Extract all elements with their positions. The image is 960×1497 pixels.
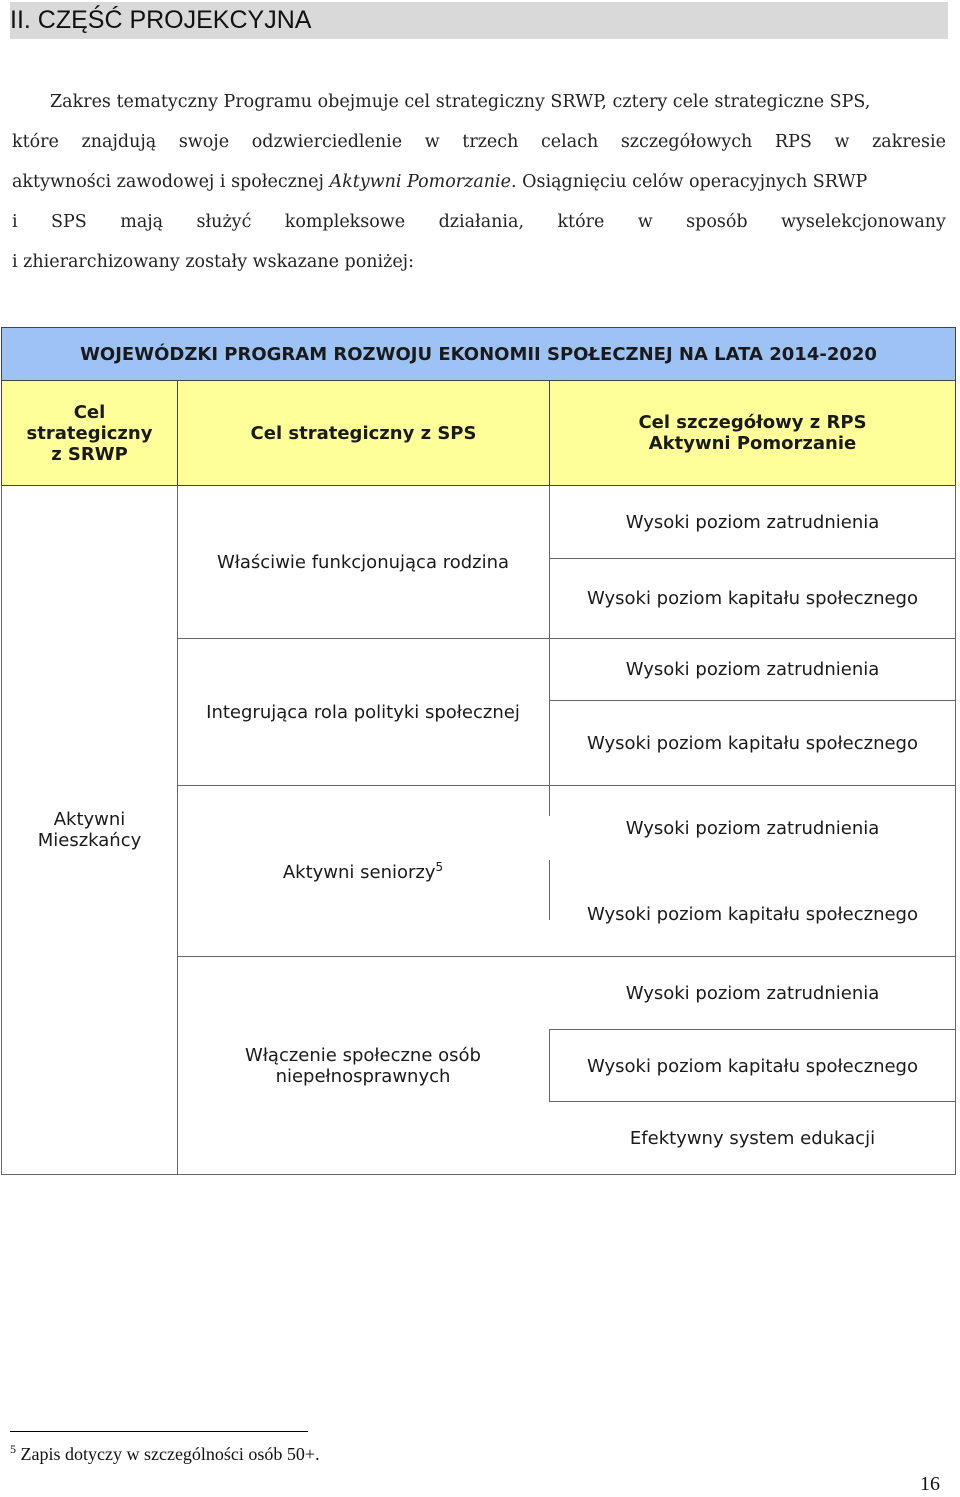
srwp-goal-line-1: Aktywni [53, 809, 126, 830]
sps-goal-disabled-inclusion [178, 957, 548, 1174]
srwp-goal-cell [1, 485, 178, 1175]
header-rps-line-1: Cel szczegółowy z RPS [638, 412, 867, 433]
page-number: 16 [920, 1473, 940, 1495]
rps-goal-cell [550, 1030, 955, 1102]
intro-word: w [834, 132, 850, 152]
intro-word: które [12, 132, 59, 152]
intro-word: zakresie [872, 132, 946, 152]
intro-line-3-part-c: Osiągnięciu celów operacyjnych SRWP [516, 172, 868, 192]
rps-goal-cell [550, 957, 955, 1029]
sps-goal-social-policy [178, 639, 548, 785]
rps-goal-text: Wysoki poziom kapitału społecznego [587, 903, 918, 925]
intro-word: i [12, 212, 18, 232]
rps-goal-text: Wysoki poziom zatrudnienia [625, 982, 880, 1004]
header-rps-goal [549, 380, 956, 486]
rps-goal-cell [550, 639, 955, 700]
intro-line-3-part-a: aktywności zawodowej i społecznej [12, 172, 330, 192]
table-border-right [955, 485, 956, 1175]
sps-goal-social-policy-text: Integrująca rola polityki społecznej [206, 701, 520, 723]
intro-line-1: Zakres tematyczny Programu obejmuje cel strategiczny SRWP, cztery cele strategiczne SPS, [50, 92, 871, 112]
footnote-separator [10, 1431, 308, 1432]
sps-goal-seniors-text [283, 860, 443, 883]
footnote-reference: 5 [435, 859, 444, 874]
section-heading [10, 2, 948, 39]
rps-goal-cell [550, 1102, 955, 1174]
intro-word: służyć [196, 212, 252, 232]
intro-word: które [557, 212, 605, 232]
footnote-marker: 5 [10, 1442, 16, 1456]
sps-goal-disabled-line-1: Włączenie społeczne osób [245, 1044, 481, 1066]
intro-word: swoje [178, 132, 230, 152]
header-srwp-line-2: strategiczny [26, 422, 153, 444]
intro-word: wyselekcjonowany [781, 212, 946, 232]
header-srwp-goal [1, 380, 178, 486]
intro-word: kompleksowe [284, 212, 406, 232]
sps-goal-family [178, 486, 548, 638]
intro-line-2 [12, 130, 946, 154]
intro-line-3 [12, 170, 946, 194]
table-title [1, 327, 956, 381]
rps-goal-text: Wysoki poziom zatrudnienia [625, 511, 880, 533]
rps-goal-text: Wysoki poziom kapitału społecznego [587, 732, 918, 754]
sps-goal-family-text: Właściwie funkcjonująca rodzina [216, 551, 510, 573]
intro-word: mają [120, 212, 164, 232]
intro-program-name: Aktywni Pomorzanie. [329, 172, 517, 192]
header-sps-goal [177, 380, 550, 486]
footnote-text: Zapis dotyczy w szczególności osób 50+. [16, 1444, 320, 1464]
sps-goal-disabled-line-2: niepełnosprawnych [275, 1065, 451, 1087]
rps-goal-cell [550, 786, 955, 870]
intro-word: trzech [462, 132, 519, 152]
rps-goal-text: Wysoki poziom kapitału społecznego [587, 588, 918, 609]
intro-word: celach [540, 132, 599, 152]
srwp-goal-line-2: Mieszkańcy [37, 830, 142, 851]
rps-goal-cell [550, 701, 955, 785]
header-rps-line-2: Aktywni Pomorzanie [648, 433, 857, 454]
sps-goal-seniors [178, 786, 548, 956]
rps-goal-cell [550, 872, 955, 956]
table-title-text: WOJEWÓDZKI PROGRAM ROZWOJU EKONOMII SPOŁECZNEJ NA LATA 2014-2020 [80, 343, 877, 365]
footnote [10, 1442, 320, 1465]
intro-word: w [424, 132, 440, 152]
rps-goal-cell [550, 559, 955, 638]
rps-goal-text: Wysoki poziom zatrudnienia [625, 817, 880, 839]
intro-word: działania, [438, 212, 525, 232]
rps-goal-text: Wysoki poziom kapitału społecznego [587, 1055, 918, 1077]
intro-word: RPS [774, 132, 812, 152]
intro-word: szczegółowych [620, 132, 753, 152]
intro-word: sposób [686, 212, 748, 232]
rps-goal-cell [550, 486, 955, 558]
header-srwp-line-3: z SRWP [51, 443, 128, 465]
header-sps-text: Cel strategiczny z SPS [250, 422, 477, 444]
section-heading-text: II. CZĘŚĆ PROJEKCYJNA [10, 6, 312, 34]
intro-line-5: i zhierarchizowany zostały wskazane poniżej: [12, 252, 414, 272]
intro-word: SPS [51, 212, 87, 232]
rps-goal-text: Wysoki poziom zatrudnienia [625, 659, 880, 680]
intro-word: odzwierciedlenie [251, 132, 403, 152]
intro-line-4 [12, 210, 946, 234]
rps-goal-text: Efektywny system edukacji [629, 1127, 876, 1149]
sps-goal-seniors-label: Aktywni seniorzy [282, 861, 436, 883]
header-srwp-line-1: Cel [73, 401, 106, 423]
intro-word: w [637, 212, 653, 232]
intro-word: znajdują [81, 132, 157, 152]
